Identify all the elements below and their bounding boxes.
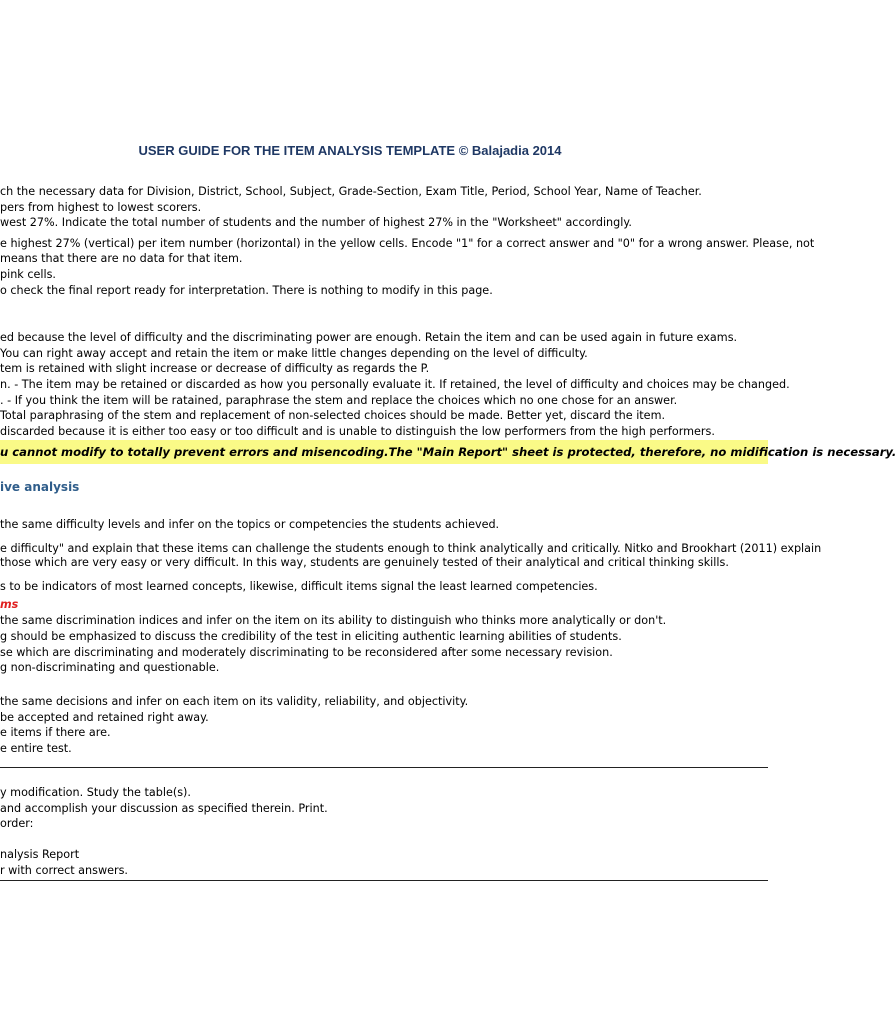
instruction-line: means that there are no data for that item.: [0, 252, 243, 265]
instruction-line: e highest 27% (vertical) per item number (horizontal) in the yellow cells. Encode "1" for a correct answer and "0" for a wrong answer. Please, not: [0, 237, 815, 250]
divider: [0, 880, 768, 881]
analysis-line: s to be indicators of most learned concepts, likewise, difficult items signal the least learned competencies.: [0, 580, 598, 593]
decision-analysis-line: e entire test.: [0, 742, 72, 755]
instruction-line: pers from highest to lowest scorers.: [0, 201, 202, 214]
decision-line: You can right away accept and retain the item or make little changes depending on the level of difficulty.: [0, 347, 588, 360]
discrimination-line: g should be emphasized to discuss the credibility of the test in eliciting authentic learning abilities of students.: [0, 630, 622, 643]
final-line: r with correct answers.: [0, 864, 128, 877]
analysis-line: the same difficulty levels and infer on the topics or competencies the students achieved.: [0, 518, 500, 531]
discrimination-line: se which are discriminating and moderately discriminating to be reconsidered after some necessary revision.: [0, 646, 613, 659]
decision-analysis-line: be accepted and retained right away.: [0, 711, 209, 724]
instruction-line: pink cells.: [0, 268, 56, 281]
final-line: order:: [0, 817, 34, 830]
warning-text: u cannot modify to totally prevent errors and misencoding.The "Main Report" sheet is protected, therefore, no midification is necessary.: [0, 445, 896, 459]
page-title: USER GUIDE FOR THE ITEM ANALYSIS TEMPLATE © Balajadia 2014: [138, 143, 562, 158]
instruction-line: o check the final report ready for interpretation. There is nothing to modify in this page.: [0, 284, 493, 297]
decision-line: tem is retained with slight increase or decrease of difficulty as regards the P.: [0, 362, 430, 375]
decision-line: . - If you think the item will be ratained, paraphrase the stem and replace the choices which no one chose for an answer.: [0, 394, 678, 407]
decision-line: discarded because it is either too easy or too difficult and is unable to distinguish the low performers from the high performers.: [0, 425, 715, 438]
instruction-line: west 27%. Indicate the total number of students and the number of highest 27% in the "Worksheet" accordingly.: [0, 216, 632, 229]
discrimination-line: the same discrimination indices and infer on the item on its ability to distinguish who thinks more analytically or don't.: [0, 614, 667, 627]
discrimination-line: g non-discriminating and questionable.: [0, 661, 220, 674]
final-line: and accomplish your discussion as specified therein. Print.: [0, 802, 328, 815]
final-line: nalysis Report: [0, 848, 80, 861]
divider: [0, 767, 768, 768]
analysis-line: those which are very easy or very difficult. In this way, students are genuinely tested of their analytical and critical thinking skills.: [0, 556, 729, 569]
decision-line: Total paraphrasing of the stem and replacement of non-selected choices should be made. Better yet, discard the item.: [0, 409, 666, 422]
decision-analysis-line: the same decisions and infer on each item on its validity, reliability, and objectivity.: [0, 695, 469, 708]
analysis-line: e difficulty" and explain that these items can challenge the students enough to think analytically and critically. Nitko and Brookhart (2011) explain: [0, 542, 822, 555]
decision-line: n. - The item may be retained or discarded as how you personally evaluate it. If retained, the level of difficulty and choices may be changed.: [0, 378, 790, 391]
warning-banner: [0, 440, 896, 464]
items-heading: ms: [0, 598, 19, 611]
final-line: y modification. Study the table(s).: [0, 786, 191, 799]
decision-line: ed because the level of difficulty and the discriminating power are enough. Retain the item and can be used again in future exams.: [0, 331, 738, 344]
instruction-line: ch the necessary data for Division, District, School, Subject, Grade-Section, Exam Title, Period, School Year, Name of Teacher.: [0, 185, 702, 198]
section-heading: ive analysis: [0, 480, 80, 494]
decision-analysis-line: e items if there are.: [0, 726, 111, 739]
